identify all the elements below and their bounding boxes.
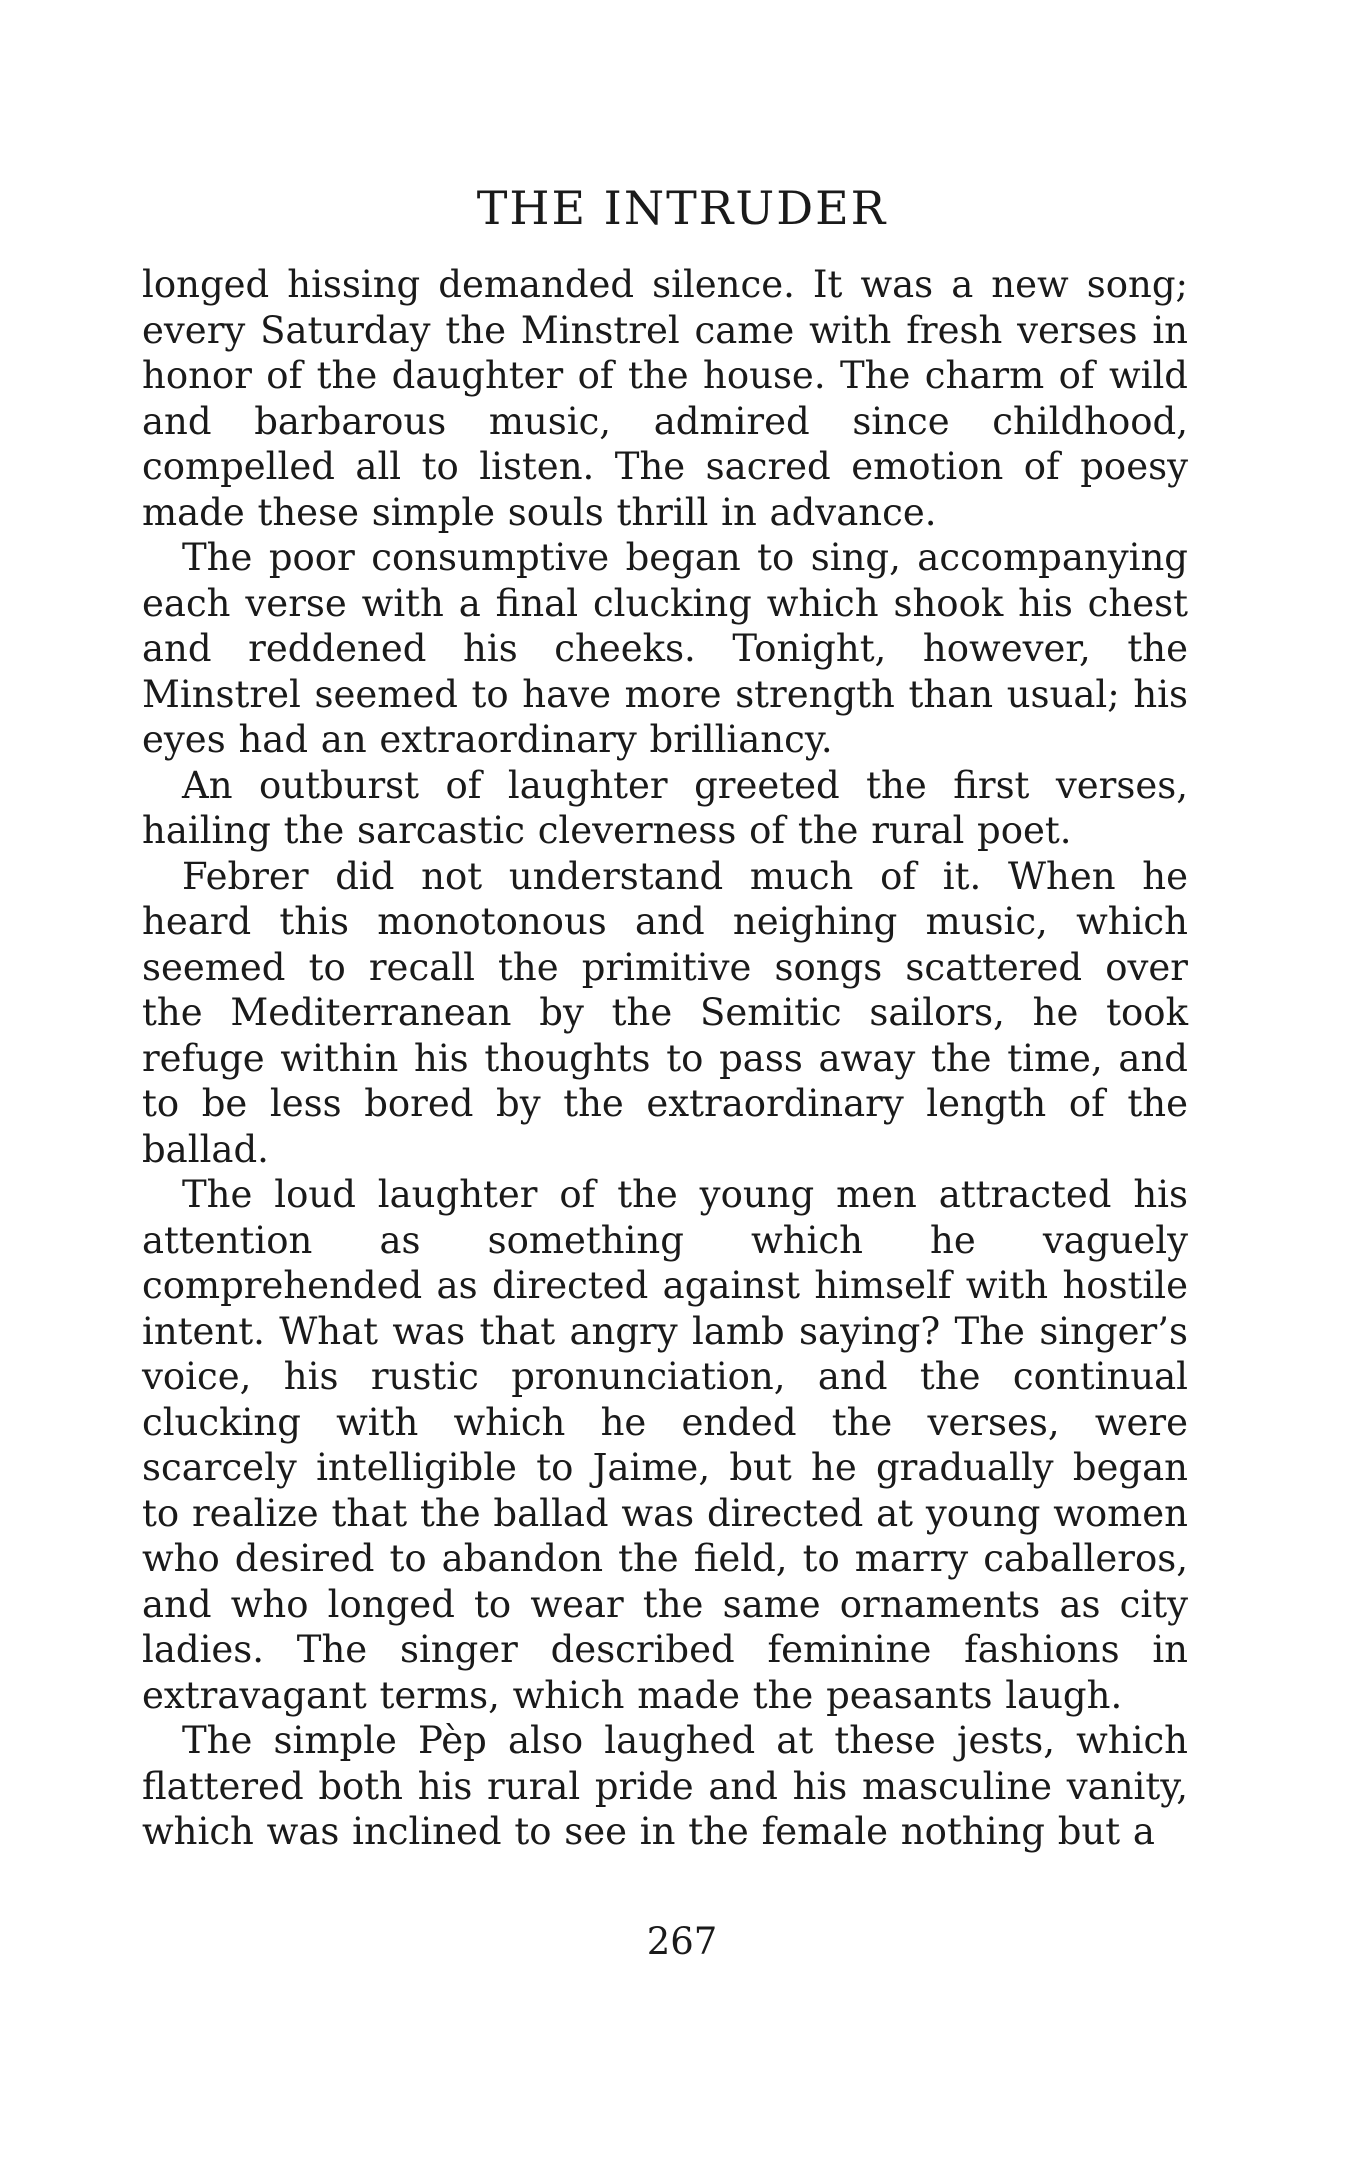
running-title: THE INTRUDER (476, 181, 888, 235)
paragraph: The poor consumptive began to sing, accompanying each verse with a final clucking which shook his chest and reddened his cheeks. Tonight, however, the Minstrel seemed to have more strength than usual; his eyes had an extraordinary brilliancy. (142, 536, 1188, 761)
paragraph: Febrer did not understand much of it. When he heard this monotonous and neighing music, which seemed to recall the primitive songs scattered over the Mediterranean by the Semitic sailors, he took refuge within his thoughts to pass away the time, and to be less bored by the extraordinary length of the ballad. (142, 854, 1188, 1171)
paragraph: The simple Pèp also laughed at these jests, which flattered both his rural pride and his masculine vanity, which was inclined to see in the female nothing but a (142, 1719, 1188, 1853)
paragraph: The loud laughter of the young men attracted his attention as something which he vaguely comprehended as directed against himself with hostile intent. What was that angry lamb saying? The singer’s voice, his rustic pronunciation, and the continual clucking with which he ended the verses, were scarcely intelligible to Jaime, but he gradually began to realize that the ballad was directed at young women who desired to abandon the field, to marry caballeros, and who longed to wear the same ornaments as city ladies. The singer described feminine fashions in extravagant terms, which made the peasants laugh. (142, 1173, 1188, 1717)
body-text (142, 262, 1188, 1855)
page-number: 267 (646, 1920, 718, 1963)
paragraph: An outburst of laughter greeted the first verses, hailing the sarcastic cleverness of the rural poet. (142, 763, 1188, 852)
paragraph-continued: longed hissing demanded silence. It was a new song; every Saturday the Minstrel came with fresh verses in honor of the daughter of the house. The charm of wild and barbarous music, admired since childhood, compelled all to listen. The sacred emotion of poesy made these simple souls thrill in advance. (142, 263, 1188, 534)
